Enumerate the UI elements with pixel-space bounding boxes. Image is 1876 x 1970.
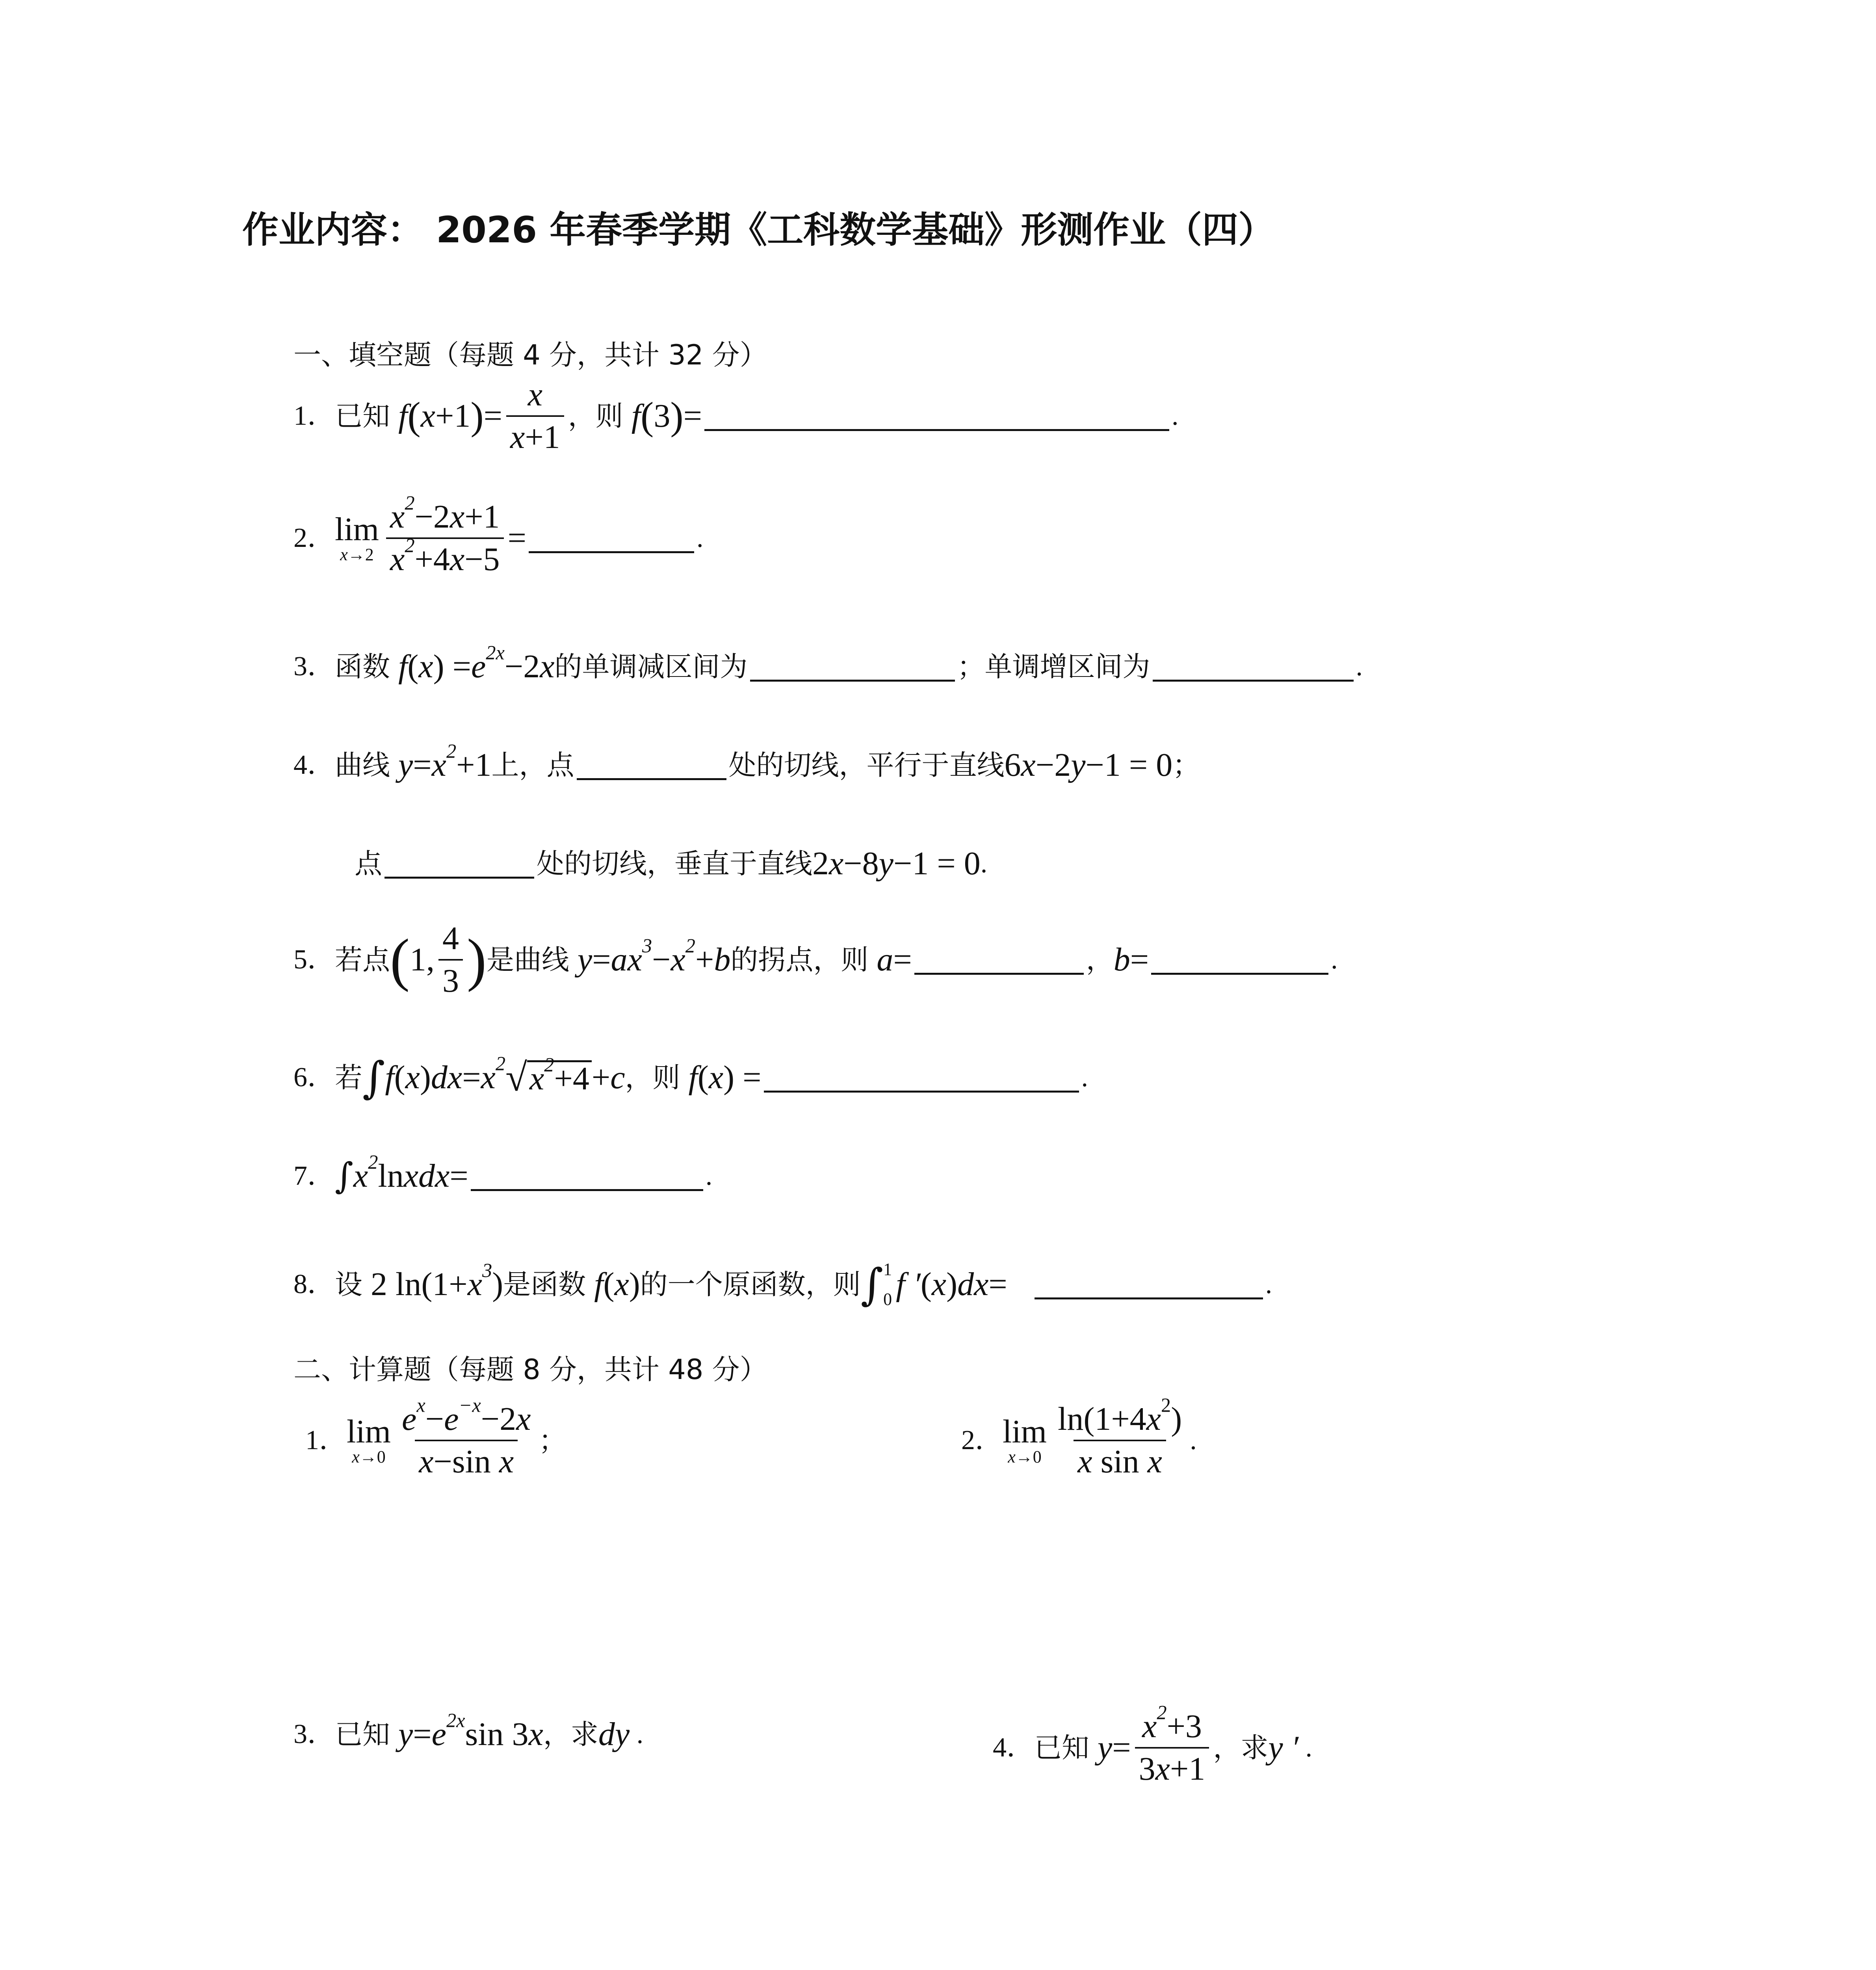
calc-question-1: 1． lim x→0 $\frac{e^x-e^{-x}-2x}{\text{x−sin x}}$ ； bbox=[305, 1394, 567, 1480]
section-fill-in-heading: 一、填空题（每题 4 分，共计 32 分） bbox=[293, 339, 767, 371]
calc-question-3: 3． 已知 y = $e^{2x}$ sin 3 x ，求 dy . bbox=[293, 1709, 644, 1753]
answer-blank[interactable] bbox=[914, 945, 1084, 975]
fill-question-4-line-2: 点 处的切线，垂直于直线 2 x −8 y −1 = 0 . bbox=[355, 845, 988, 882]
page-title: 作业内容： 2026 年春季学期《工科数学基础》形测作业（四） bbox=[242, 209, 1275, 251]
answer-blank[interactable] bbox=[577, 751, 726, 780]
section-calculation-heading: 二、计算题（每题 8 分，共计 48 分） bbox=[293, 1353, 767, 1386]
answer-blank[interactable] bbox=[764, 1063, 1079, 1093]
calc-question-4: 4． 已知 y = $\frac{x^2+3}{3x+1}$ ，求 y ′ . bbox=[993, 1701, 1313, 1787]
calc-question-2: 2． lim x→0 $\frac{\ln(1+4x^2)}{\text{x sin x}}$ . bbox=[961, 1394, 1197, 1480]
answer-blank[interactable] bbox=[704, 401, 1169, 431]
answer-blank[interactable] bbox=[1151, 945, 1328, 975]
answer-blank[interactable] bbox=[471, 1162, 703, 1191]
answer-blank[interactable] bbox=[384, 849, 534, 879]
fill-question-7: 7． ∫ $x^2$ ln xdx = . bbox=[293, 1151, 713, 1197]
fill-question-3: 3． 函数 f ( x ) = $e^{2x}$ −2 x 的单调减区间为 ；单调增区间为 . bbox=[293, 641, 1363, 685]
answer-blank[interactable] bbox=[1035, 1270, 1263, 1299]
fill-question-5: 5． 若点 ( 1, $\frac{4}{3}$ ) 是曲线 y = $ax^3$ − $x^2$ + b 的拐点，则 a = ， b = . bbox=[293, 920, 1338, 999]
fill-question-2: 2． lim x→2 $\frac{x^2-2x+1}{x^2+4x-5}$ = . bbox=[293, 492, 704, 578]
fill-question-8: 8． 设 2 ln(1+ $x^3$ ) 是函数 f ( x ) 的一个原函数，则 ∫ 1 0 f ′ ( x ) dx = . bbox=[293, 1259, 1272, 1310]
fill-question-4: 4． 曲线 y = $x^2$ +1 上，点 处的切线，平行于直线 6 x −2 y −1 = 0 ； bbox=[293, 740, 1200, 783]
fill-question-6: 6． 若 ∫ f ( x ) dx = $x^2$ √ $x^2+4$ + c ，则 f ( x ) = . bbox=[293, 1052, 1088, 1103]
answer-blank[interactable] bbox=[529, 524, 694, 553]
fill-question-1: 1． 已知 f ( x +1 ) = $\frac{x}{x+1}$ ，则 f ( 3 ) = . bbox=[293, 376, 1179, 455]
answer-blank[interactable] bbox=[1153, 652, 1354, 682]
answer-blank[interactable] bbox=[750, 652, 955, 682]
